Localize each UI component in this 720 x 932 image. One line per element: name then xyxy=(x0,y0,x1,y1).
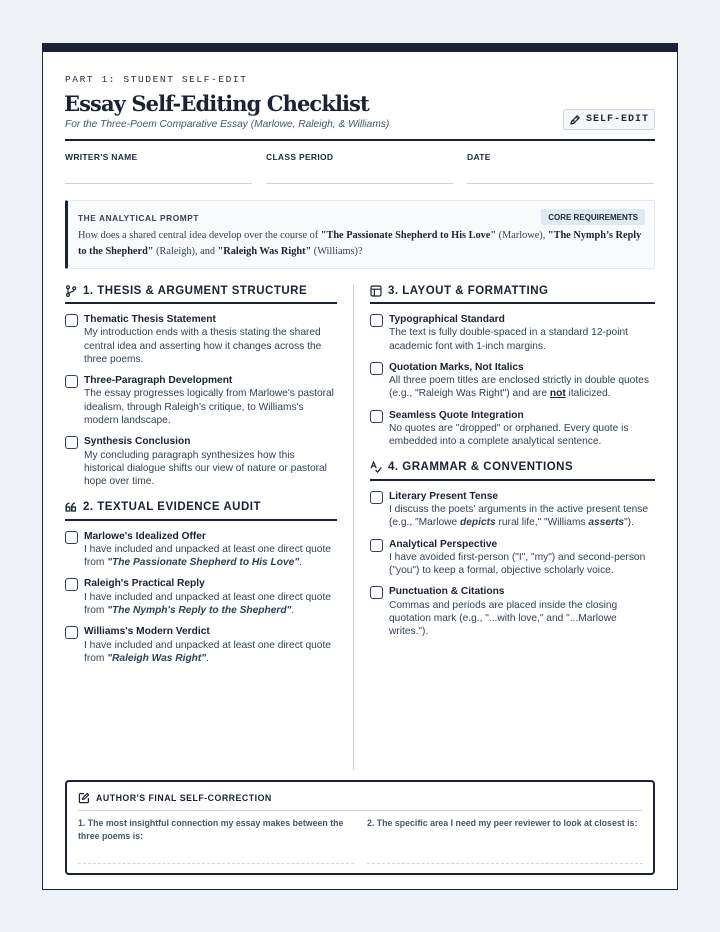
final-section-header xyxy=(78,792,642,811)
page-title: Essay Self-Editing Checklist xyxy=(64,91,369,116)
checklist-item: Marlowe's Idealized Offer I have included and unpacked at least one direct quote from "The Passionate Shepherd to His Love". xyxy=(65,530,337,570)
checkbox[interactable] xyxy=(65,626,78,639)
item-title: Three-Paragraph Development xyxy=(84,375,233,387)
poem-quote: "Raleigh Was Right" xyxy=(107,652,207,664)
grammar-section-header xyxy=(370,461,655,481)
badge-label: SELF-EDIT xyxy=(585,114,649,125)
item-title: Punctuation & Citations xyxy=(389,586,505,598)
poem-title-williams: "Raleigh Was Right" xyxy=(217,246,312,257)
eyebrow-label: PART 1: STUDENT SELF-EDIT xyxy=(65,74,248,85)
page-subtitle: For the Three-Poem Comparative Essay (Marlowe, Raleigh, & Williams) xyxy=(65,119,390,130)
item-text: The essay progresses logically from Marlowe's pastoral idealism, through Raleigh's critique, to Williams's modern landscape. xyxy=(84,388,334,427)
checklist-item: Literary Present Tense I discuss the poets' arguments in the active present tense (e.g., "Marlowe depicts rural life," "Williams asserts"). xyxy=(370,490,655,530)
item-text: Commas and periods are placed inside the closing quotation mark (e.g., "...with love," and "...Marlowe writes."). xyxy=(389,599,618,638)
header-rule xyxy=(65,139,655,141)
date-line[interactable] xyxy=(467,183,654,184)
checklist-item xyxy=(370,538,655,578)
poem-title-marlowe: "The Passionate Shepherd to His Love" xyxy=(320,230,497,241)
pen-square-icon xyxy=(78,792,90,804)
writer-name-label: WRITER'S NAME xyxy=(65,152,138,162)
item-text: I discuss the poets' arguments in the active present tense (e.g., "Marlowe xyxy=(389,503,649,529)
item-title: Raleigh's Practical Reply xyxy=(84,578,205,590)
checkbox[interactable] xyxy=(65,375,78,388)
class-period-line[interactable] xyxy=(266,183,453,184)
branch-icon xyxy=(65,285,77,297)
item-title: Marlowe's Idealized Offer xyxy=(84,530,206,542)
thesis-section-title: 1. THESIS & ARGUMENT STRUCTURE xyxy=(83,284,308,297)
checkbox[interactable] xyxy=(370,539,383,552)
checklist-item xyxy=(370,585,655,638)
answer-line-2[interactable] xyxy=(367,863,643,864)
layout-section-title: 3. LAYOUT & FORMATTING xyxy=(388,284,549,297)
spellcheck-icon xyxy=(370,461,382,473)
prompt-text: How does a shared central idea develop over the course of "The Passionate Shepherd to His Love" (Marlowe), "The Nymph’s Reply to the Shepherd" (Raleigh), and "Raleigh Was Right" (Williams)? xyxy=(78,230,642,257)
quote-icon xyxy=(65,501,77,513)
checklist-item xyxy=(370,409,655,449)
core-requirements-tag: CORE REQUIREMENTS xyxy=(541,209,645,225)
poem-title-raleigh: "The Nymph’s Reply to the Shepherd" xyxy=(78,230,642,257)
item-title: Quotation Marks, Not Italics xyxy=(389,361,524,373)
checkbox[interactable] xyxy=(65,531,78,544)
poem-quote: "The Passionate Shepherd to His Love" xyxy=(107,557,300,569)
answer-line-1[interactable] xyxy=(78,863,354,864)
checkbox[interactable] xyxy=(65,578,78,591)
self-edit-badge xyxy=(563,109,655,130)
item-title: Seamless Quote Integration xyxy=(389,409,524,421)
layout-icon xyxy=(370,285,382,297)
item-title: Typographical Standard xyxy=(389,314,505,325)
edit-icon xyxy=(569,114,581,126)
checklist-item xyxy=(65,374,337,427)
checklist-item xyxy=(65,435,337,488)
reflection-question-2: 2. The specific area I need my peer reviewer to look at closest is: xyxy=(367,818,638,828)
checklist-item xyxy=(65,313,337,366)
date-label: DATE xyxy=(467,152,491,162)
checkbox[interactable] xyxy=(65,314,78,327)
item-text: I have included and unpacked at least one direct quote from xyxy=(84,591,331,617)
item-title: Williams's Modern Verdict xyxy=(84,626,210,638)
checklist-item: Raleigh's Practical Reply I have included and unpacked at least one direct quote from "The Nymph's Reply to the Shepherd". xyxy=(65,577,337,617)
writer-name-line[interactable] xyxy=(65,183,252,184)
item-title: Analytical Perspective xyxy=(389,538,498,550)
final-self-correction-box xyxy=(65,780,655,875)
not-emphasis: not xyxy=(549,388,566,400)
item-text: I have avoided first-person ("I", "my") and second-person ("you") to keep a formal, objective scholarly voice. xyxy=(389,551,646,577)
class-period-label: CLASS PERIOD xyxy=(266,152,334,162)
reflection-question-1: 1. The most insightful connection my essay makes between the three poems is: xyxy=(78,818,344,841)
item-title: Synthesis Conclusion xyxy=(84,436,191,448)
checkbox[interactable] xyxy=(65,436,78,449)
right-column xyxy=(370,284,655,647)
prompt-label: THE ANALYTICAL PROMPT xyxy=(78,213,200,223)
item-text: No quotes are "dropped" or orphaned. Every quote is embedded into a complete analytical sentence. xyxy=(389,423,629,448)
left-column xyxy=(65,284,337,673)
checklist-item: Quotation Marks, Not Italics All three poem titles are enclosed strictly in double quotes (e.g., "Raleigh Was Right") and are not italicized. xyxy=(370,361,655,401)
item-title: Thematic Thesis Statement xyxy=(84,314,216,325)
item-text: The text is fully double-spaced in a standard 12-point academic font with 1-inch margins. xyxy=(389,327,628,352)
layout-section-header xyxy=(370,284,655,304)
item-title: Literary Present Tense xyxy=(389,490,499,502)
checklist-item: Williams's Modern Verdict I have included and unpacked at least one direct quote from "Raleigh Was Right". xyxy=(65,625,337,665)
poem-quote: "The Nymph's Reply to the Shepherd" xyxy=(107,605,292,617)
item-text: I have included and unpacked at least one direct quote from xyxy=(84,543,331,569)
checkbox[interactable] xyxy=(370,362,383,375)
checklist-item xyxy=(370,313,655,353)
thesis-section-header xyxy=(65,284,337,304)
writer-name-field[interactable] xyxy=(65,152,252,162)
item-text: My introduction ends with a thesis stating the shared central idea and asserting how it changes across the three poems. xyxy=(84,327,322,365)
checkbox[interactable] xyxy=(370,314,383,327)
item-text: All three poem titles are enclosed strictly in double quotes (e.g., "Raleigh Was Right") and are xyxy=(389,375,649,400)
column-divider xyxy=(353,284,354,770)
evidence-section-header xyxy=(65,501,337,521)
item-text: My concluding paragraph synthesizes how this historical dialogue shifts our view of nature or pastoral hope over time. xyxy=(84,449,327,488)
date-field[interactable] xyxy=(467,152,654,162)
checklist-page xyxy=(42,43,678,890)
checkbox[interactable] xyxy=(370,410,383,423)
final-section-title: AUTHOR'S FINAL SELF-CORRECTION xyxy=(96,793,272,803)
class-period-field[interactable] xyxy=(266,152,453,162)
evidence-section-title: 2. TEXTUAL EVIDENCE AUDIT xyxy=(83,501,261,514)
item-text: I have included and unpacked at least one direct quote from xyxy=(84,639,331,664)
analytical-prompt-box xyxy=(65,200,655,269)
checkbox[interactable] xyxy=(370,586,383,599)
checkbox[interactable] xyxy=(370,491,383,504)
grammar-section-title: 4. GRAMMAR & CONVENTIONS xyxy=(388,461,574,474)
